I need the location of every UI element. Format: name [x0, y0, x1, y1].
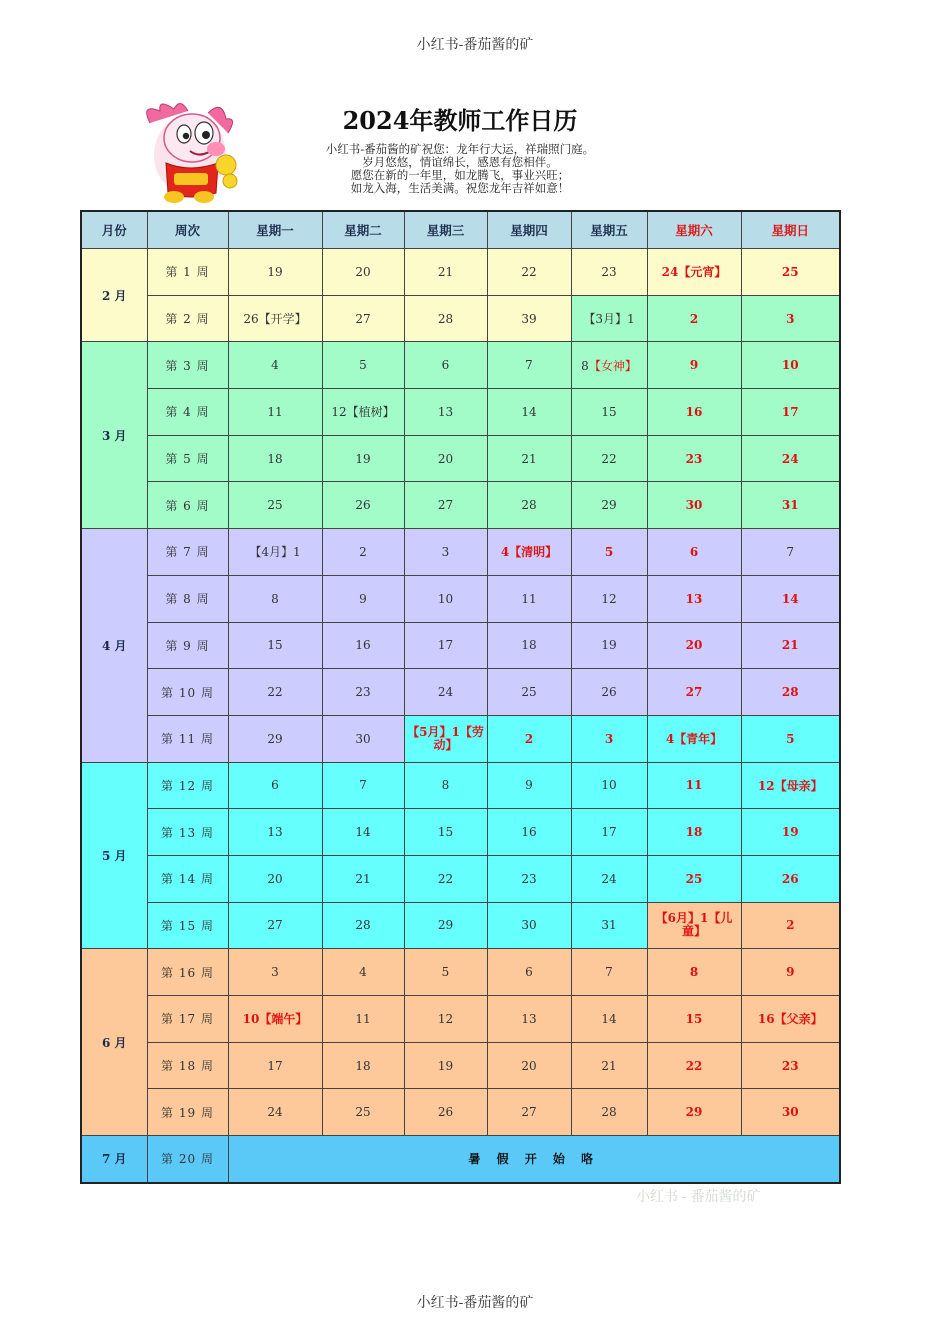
day-cell: 9: [322, 575, 404, 622]
weekend-cell: 8: [647, 949, 741, 996]
month-cell-jun: 6 月: [81, 949, 147, 1136]
day-cell: 16: [487, 809, 571, 856]
day-cell: 23: [322, 669, 404, 716]
day-cell: 14: [322, 809, 404, 856]
day-cell: 4: [322, 949, 404, 996]
day-cell: 6: [228, 762, 322, 809]
col-header-tue: 星期二: [322, 211, 404, 249]
day-cell: 26: [322, 482, 404, 529]
day-cell: 17: [571, 809, 647, 856]
weekend-cell: 15: [647, 996, 741, 1043]
month-cell-jul: 7 月: [81, 1136, 147, 1183]
holiday-cell: 8【女神】: [571, 342, 647, 389]
weekend-cell: 23: [647, 435, 741, 482]
day-cell: 6: [487, 949, 571, 996]
day-cell: 15: [228, 622, 322, 669]
week-label: 第 8 周: [147, 575, 228, 622]
day-cell: 12: [571, 575, 647, 622]
table-row: [81, 809, 840, 856]
day-cell: 22: [228, 669, 322, 716]
day-cell: 28: [571, 1089, 647, 1136]
weekend-cell: 25: [741, 249, 840, 296]
page-footer: 小红书-番茄酱的矿: [416, 1295, 534, 1311]
day-cell: 29: [228, 715, 322, 762]
day-cell: 2: [322, 529, 404, 576]
holiday-cell: 2: [487, 715, 571, 762]
col-header-wed: 星期三: [404, 211, 487, 249]
day-cell: 7: [322, 762, 404, 809]
table-row: [81, 389, 840, 436]
greeting-text: [250, 143, 670, 195]
day-cell: 30: [322, 715, 404, 762]
day-cell: 21: [404, 249, 487, 296]
weekend-cell: 19: [741, 809, 840, 856]
weekend-cell: 16: [647, 389, 741, 436]
day-cell: 31: [571, 902, 647, 949]
weekend-cell: 2: [647, 295, 741, 342]
greeting-line: 小红书-番茄酱的矿祝您：龙年行大运，祥瑞照门庭。: [325, 142, 595, 156]
day-cell: 17: [404, 622, 487, 669]
month-cell-feb: 2 月: [81, 249, 147, 342]
holiday-cell: 5: [741, 715, 840, 762]
table-row: [81, 855, 840, 902]
week-label: 第 20 周: [147, 1136, 228, 1183]
day-cell: 11: [487, 575, 571, 622]
day-cell: 10: [404, 575, 487, 622]
day-cell: 25: [487, 669, 571, 716]
day-cell: 22: [571, 435, 647, 482]
holiday-cell: 4【清明】: [487, 529, 571, 576]
holiday-cell: 6: [647, 529, 741, 576]
weekend-cell: 31: [741, 482, 840, 529]
day-cell: 28: [322, 902, 404, 949]
greeting-line: 愿您在新的一年里，如龙腾飞，事业兴旺；: [350, 168, 570, 182]
table-row: [81, 435, 840, 482]
day-cell: 6: [404, 342, 487, 389]
day-cell: 24: [571, 855, 647, 902]
holiday-cell: 12【植树】: [322, 389, 404, 436]
table-row: [81, 622, 840, 669]
weekend-cell: 29: [647, 1089, 741, 1136]
day-cell: 5: [322, 342, 404, 389]
day-cell: 27: [404, 482, 487, 529]
weekend-cell: 14: [741, 575, 840, 622]
weekend-cell: 26: [741, 855, 840, 902]
day-cell: 27: [487, 1089, 571, 1136]
day-cell: 24: [404, 669, 487, 716]
day-cell: 5: [404, 949, 487, 996]
day-cell: 22: [404, 855, 487, 902]
holiday-cell: 10【端午】: [228, 996, 322, 1043]
day-cell: 25: [228, 482, 322, 529]
table-row: [81, 575, 840, 622]
day-cell: 26: [404, 1089, 487, 1136]
day-cell: 13: [228, 809, 322, 856]
week-label: 第 12 周: [147, 762, 228, 809]
col-header-mon: 星期一: [228, 211, 322, 249]
week-label: 第 17 周: [147, 996, 228, 1043]
day-cell: 23: [487, 855, 571, 902]
day-cell: 21: [487, 435, 571, 482]
col-header-sun: 星期日: [741, 211, 840, 249]
holiday-cell: 【6月】1【儿童】: [647, 902, 741, 949]
day-cell: 18: [322, 1042, 404, 1089]
weekend-cell: 2: [741, 902, 840, 949]
day-cell: 18: [487, 622, 571, 669]
table-row: [81, 1136, 840, 1183]
table-row: [81, 482, 840, 529]
day-cell: 27: [228, 902, 322, 949]
page-header: 小红书-番茄酱的矿: [416, 37, 534, 53]
watermark: 小红书 - 番茄酱的矿: [636, 1188, 761, 1204]
weekend-cell: 24: [741, 435, 840, 482]
holiday-cell: 3: [571, 715, 647, 762]
day-cell: 20: [487, 1042, 571, 1089]
weekend-cell: 30: [647, 482, 741, 529]
week-label: 第 3 周: [147, 342, 228, 389]
col-header-week: 周次: [147, 211, 228, 249]
table-row: [81, 342, 840, 389]
col-header-thu: 星期四: [487, 211, 571, 249]
day-cell: 27: [322, 295, 404, 342]
month-cell-apr: 4 月: [81, 529, 147, 762]
week-label: 第 11 周: [147, 715, 228, 762]
weekend-cell: 21: [741, 622, 840, 669]
week-label: 第 19 周: [147, 1089, 228, 1136]
day-cell: 28: [404, 295, 487, 342]
week-label: 第 9 周: [147, 622, 228, 669]
col-header-fri: 星期五: [571, 211, 647, 249]
week-label: 第 1 周: [147, 249, 228, 296]
weekend-cell: 30: [741, 1089, 840, 1136]
day-cell: 26【开学】: [228, 295, 322, 342]
day-cell: 28: [487, 482, 571, 529]
day-cell: 3: [228, 949, 322, 996]
table-row: [81, 1042, 840, 1089]
table-row: [81, 529, 840, 576]
holiday-cell: 【5月】1【劳动】: [404, 715, 487, 762]
table-row: [81, 902, 840, 949]
day-cell: 23: [571, 249, 647, 296]
day-cell: 29: [404, 902, 487, 949]
day-cell: 15: [571, 389, 647, 436]
weekend-cell: 10: [741, 342, 840, 389]
week-label: 第 4 周: [147, 389, 228, 436]
weekend-cell: 20: [647, 622, 741, 669]
day-cell: 3: [404, 529, 487, 576]
week-label: 第 14 周: [147, 855, 228, 902]
week-label: 第 15 周: [147, 902, 228, 949]
weekend-cell: 23: [741, 1042, 840, 1089]
day-cell: 7: [487, 342, 571, 389]
week-label: 第 18 周: [147, 1042, 228, 1089]
table-row: [81, 949, 840, 996]
week-label: 第 7 周: [147, 529, 228, 576]
day-cell: 12: [404, 996, 487, 1043]
weekend-cell: 22: [647, 1042, 741, 1089]
week-label: 第 2 周: [147, 295, 228, 342]
day-cell: 【4月】1: [228, 529, 322, 576]
weekend-cell: 17: [741, 389, 840, 436]
week-label: 第 10 周: [147, 669, 228, 716]
summer-vacation-banner: 暑 假 开 始 咯: [228, 1136, 840, 1183]
day-cell: 17: [228, 1042, 322, 1089]
day-cell: 8: [404, 762, 487, 809]
day-cell: 18: [228, 435, 322, 482]
weekend-cell: 13: [647, 575, 741, 622]
teacher-calendar-table: [80, 210, 841, 1184]
day-cell: 39: [487, 295, 571, 342]
day-cell: 22: [487, 249, 571, 296]
header-row: [81, 211, 840, 249]
day-cell: 24: [228, 1089, 322, 1136]
day-cell: 15: [404, 809, 487, 856]
weekend-cell: 25: [647, 855, 741, 902]
dragon-mascot-image: [130, 93, 245, 208]
weekend-cell: 18: [647, 809, 741, 856]
day-cell: 19: [228, 249, 322, 296]
table-row: [81, 996, 840, 1043]
table-row: [81, 295, 840, 342]
table-row: [81, 715, 840, 762]
table-row: [81, 669, 840, 716]
day-cell: 19: [571, 622, 647, 669]
day-cell: 19: [322, 435, 404, 482]
day-cell: 7: [571, 949, 647, 996]
col-header-sat: 星期六: [647, 211, 741, 249]
table-row: [81, 762, 840, 809]
weekend-cell: 28: [741, 669, 840, 716]
day-cell: 9: [487, 762, 571, 809]
day-cell: 19: [404, 1042, 487, 1089]
day-cell: 29: [571, 482, 647, 529]
table-row: [81, 249, 840, 296]
day-cell: 21: [322, 855, 404, 902]
month-cell-mar: 3 月: [81, 342, 147, 529]
day-cell: 30: [487, 902, 571, 949]
weekend-cell: 11: [647, 762, 741, 809]
holiday-cell: 24【元宵】: [647, 249, 741, 296]
day-cell: 20: [228, 855, 322, 902]
day-cell: 14: [487, 389, 571, 436]
week-label: 第 13 周: [147, 809, 228, 856]
day-cell: 10: [571, 762, 647, 809]
day-cell: 4: [228, 342, 322, 389]
weekend-cell: 27: [647, 669, 741, 716]
day-cell: 13: [487, 996, 571, 1043]
day-cell: 16: [322, 622, 404, 669]
holiday-cell: 5: [571, 529, 647, 576]
day-cell: 11: [228, 389, 322, 436]
page-title: 2024年教师工作日历: [342, 106, 578, 135]
day-cell: 21: [571, 1042, 647, 1089]
month-cell-may: 5 月: [81, 762, 147, 949]
greeting-line: 岁月悠悠，情谊绵长，感恩有您相伴。: [362, 155, 558, 169]
holiday-cell: 4【青年】: [647, 715, 741, 762]
day-cell: 20: [404, 435, 487, 482]
holiday-cell: 16【父亲】: [741, 996, 840, 1043]
day-cell: 26: [571, 669, 647, 716]
col-header-month: 月份: [81, 211, 147, 249]
table-row: [81, 1089, 840, 1136]
greeting-line: 如龙入海，生活美满。祝您龙年吉祥如意！: [350, 181, 570, 195]
day-cell: 8: [228, 575, 322, 622]
weekend-cell: 3: [741, 295, 840, 342]
week-label: 第 6 周: [147, 482, 228, 529]
day-cell: 11: [322, 996, 404, 1043]
weekend-cell: 9: [647, 342, 741, 389]
day-cell: 25: [322, 1089, 404, 1136]
week-label: 第 16 周: [147, 949, 228, 996]
day-cell: 【3月】1: [571, 295, 647, 342]
day-cell: 14: [571, 996, 647, 1043]
weekend-cell: 9: [741, 949, 840, 996]
day-cell: 7: [741, 529, 840, 576]
day-cell: 20: [322, 249, 404, 296]
day-cell: 13: [404, 389, 487, 436]
week-label: 第 5 周: [147, 435, 228, 482]
holiday-cell: 12【母亲】: [741, 762, 840, 809]
